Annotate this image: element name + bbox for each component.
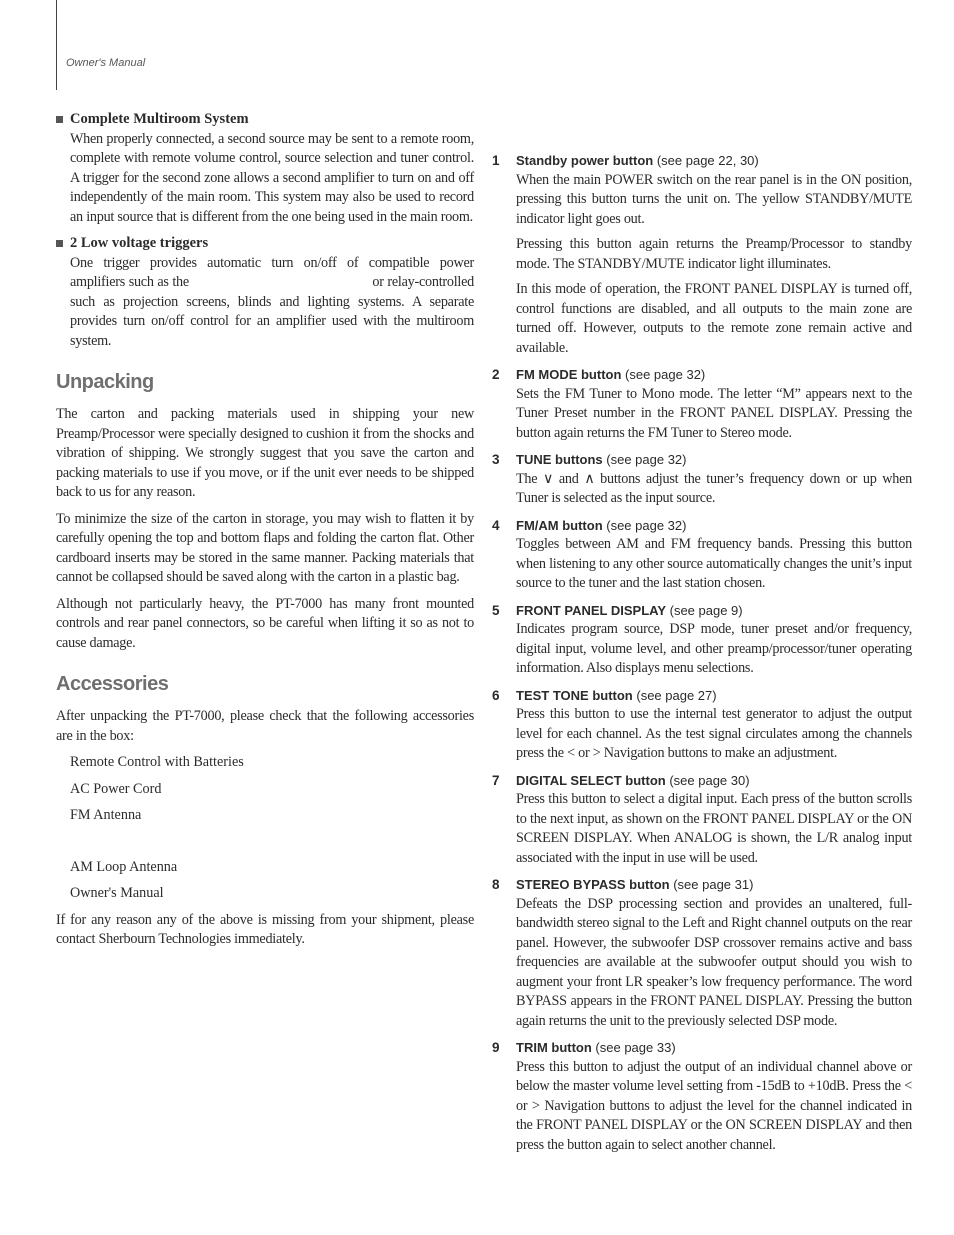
control-description: Toggles between AM and FM frequency bands. Pressing this button when listening to any other source automatically changes the unit’s input source to the tuner and the last station chosen. [516,536,912,591]
feature-title: 2 Low voltage triggers [70,235,209,251]
control-description: Press this button to adjust the output of an individual channel above or below the master volume level setting from -15dB to +10dB. Press the < or > Navigation buttons to adjust the level for the channel indicated in the FRONT PANEL DISPLAY or the ON SCREEN DISPLAY and then press the button again to select another channel. [516,1058,912,1153]
left-column [56,110,531,957]
accessories-list [56,753,474,904]
running-head: Owner's Manual [66,57,146,69]
page-reference: (see page 27) [632,687,717,703]
page-reference: (see page 30) [665,772,750,788]
feature-triggers [56,234,531,351]
control-name: DIGITAL SELECT button [516,772,666,788]
feature-body: One trigger provides automatic turn on/off of compatible power amplifiers such as the or relay-controlled such as projection screens, blinds and lighting systems. A separate provides turn on/off control for an amplifier used with the multiroom system. [70,254,531,349]
control-item-front-panel-display [490,601,912,679]
control-item-trim [490,1038,912,1155]
control-item-stereo-bypass [490,875,912,1031]
control-description: Pressing this button again returns the Preamp/Processor to standby mode. The STANDBY/MUTE indicator light illuminates. [516,236,912,272]
control-item-test-tone [490,686,912,764]
control-number: 5 [492,602,500,618]
page-reference: (see page 33) [591,1040,676,1055]
control-description: Defeats the DSP processing section and provides an unaltered, full-bandwidth stereo signal to the Left and Right channel outputs on the rear panel. However, the subwoofer DSP crossover remains active and bass frequencies are available at the subwoofer output should you wish to augment your front LR speaker’s low frequency performance. The word BYPASS appears in the FRONT PANEL DISPLAY. Pressing the button again returns the unit to the previously selected DSP mode. [516,895,912,1029]
margin-rule [56,0,57,90]
control-description: Indicates program source, DSP mode, tuner preset and/or frequency, digital input, volume level, and other preamp/processor/tuner operating information. Also displays menu selections. [516,621,912,676]
right-column [490,151,912,1162]
list-item: AC Power Cord [70,780,162,797]
feature-title: Complete Multiroom System [70,111,249,127]
control-item-fm-am [490,516,912,594]
accessories-intro: After unpacking the PT-7000, please check that the following accessories are in the box: [56,708,474,744]
feature-multiroom [56,110,474,227]
control-description: When the main POWER switch on the rear panel is in the ON position, pressing this button turns the unit on. The yellow STANDBY/MUTE indicator light goes out. [516,171,912,227]
page-reference: (see page 32) [621,367,706,382]
control-number: 6 [492,687,500,703]
page-reference: (see page 32) [602,517,687,533]
list-item: Owner's Manual [70,885,164,901]
unpacking-paragraph: To minimize the size of the carton in storage, you may wish to flatten it by carefully opening the top and bottom flaps and folding the carton flat. Other cardboard inserts may be stored in the same manner. Packing materials that cannot be collapsed should be saved along with the carton in a plastic bag. [56,510,474,585]
accessories-outro: If for any reason any of the above is missing from your shipment, please contact Sherbourn Technologies immediately. [56,911,474,947]
control-number: 7 [492,772,500,788]
bullet-square-icon [56,240,63,247]
page-reference: (see page 22, 30) [653,153,759,168]
control-item-digital-select [490,771,912,869]
feature-body: When properly connected, a second source may be sent to a remote room, complete with remote volume control, source selection and tuner control. A trigger for the second zone allows a second amplifier to turn on and off independently of the main room. This system may also be used to record an input source that is different from the one being used in the main room. [70,130,474,225]
page-reference: (see page 9) [666,602,743,618]
control-name: Standby power button [516,153,654,168]
control-item-fm-mode [490,365,912,443]
control-description: In this mode of operation, the FRONT PANEL DISPLAY is turned off, control functions are disabled, and all outputs to the main zone are turned off. However, outputs to the remote zone remain active and available. [516,281,912,356]
control-description: The ∨ and ∧ buttons adjust the tuner’s frequency down or up when Tuner is selected as the input source. [516,470,912,506]
list-item: AM Loop Antenna [70,858,178,875]
page-reference: (see page 32) [602,452,687,467]
list-item: FM Antenna [70,807,142,823]
control-number: 1 [492,153,500,168]
unpacking-paragraph: Although not particularly heavy, the PT-7000 has many front mounted controls and rear panel connectors, so be careful when lifting it so as not to cause damage. [56,595,474,651]
control-name: TEST TONE button [516,687,633,703]
control-description: Press this button to select a digital input. Each press of the button scrolls to the next input, as shown on the FRONT PANEL DISPLAY or the ON SCREEN DISPLAY. When ANALOG is shown, the L/R analog input associated with the input in use will be used. [516,791,912,866]
control-name: TUNE buttons [516,452,603,467]
control-item-tune [490,450,912,509]
control-item-standby [490,151,912,358]
control-name: FM MODE button [516,367,622,382]
control-number: 9 [492,1040,500,1055]
control-number: 3 [492,452,500,467]
control-name: TRIM button [516,1040,592,1055]
accessories-heading: Accessories [56,673,169,695]
page-reference: (see page 31) [669,877,754,892]
control-name: FM/AM button [516,517,603,533]
list-item: Remote Control with Batteries [70,754,244,770]
control-number: 4 [492,517,500,533]
bullet-square-icon [56,116,63,123]
control-name: FRONT PANEL DISPLAY [516,602,667,618]
control-name: STEREO BYPASS button [516,877,670,892]
control-number: 2 [492,367,500,382]
unpacking-paragraph: The carton and packing materials used in shipping your new Preamp/Processor were specially designed to cushion it from the shocks and vibration of shipping. We strongly suggest that you save the carton and packing materials to use if you move, or if the unit ever needs to be shipped back to us for any reason. [56,406,474,500]
control-description: Press this button to use the internal test generator to adjust the output level for each channel. As the test signal circulates among the channels press the < or > Navigation buttons to make an adjustment. [516,706,912,761]
unpacking-heading: Unpacking [56,371,154,393]
control-description: Sets the FM Tuner to Mono mode. The letter “M” appears next to the Tuner Preset number in the FRONT PANEL DISPLAY. Pressing the button again returns the FM Tuner to Stereo mode. [516,385,912,441]
control-number: 8 [492,877,500,892]
